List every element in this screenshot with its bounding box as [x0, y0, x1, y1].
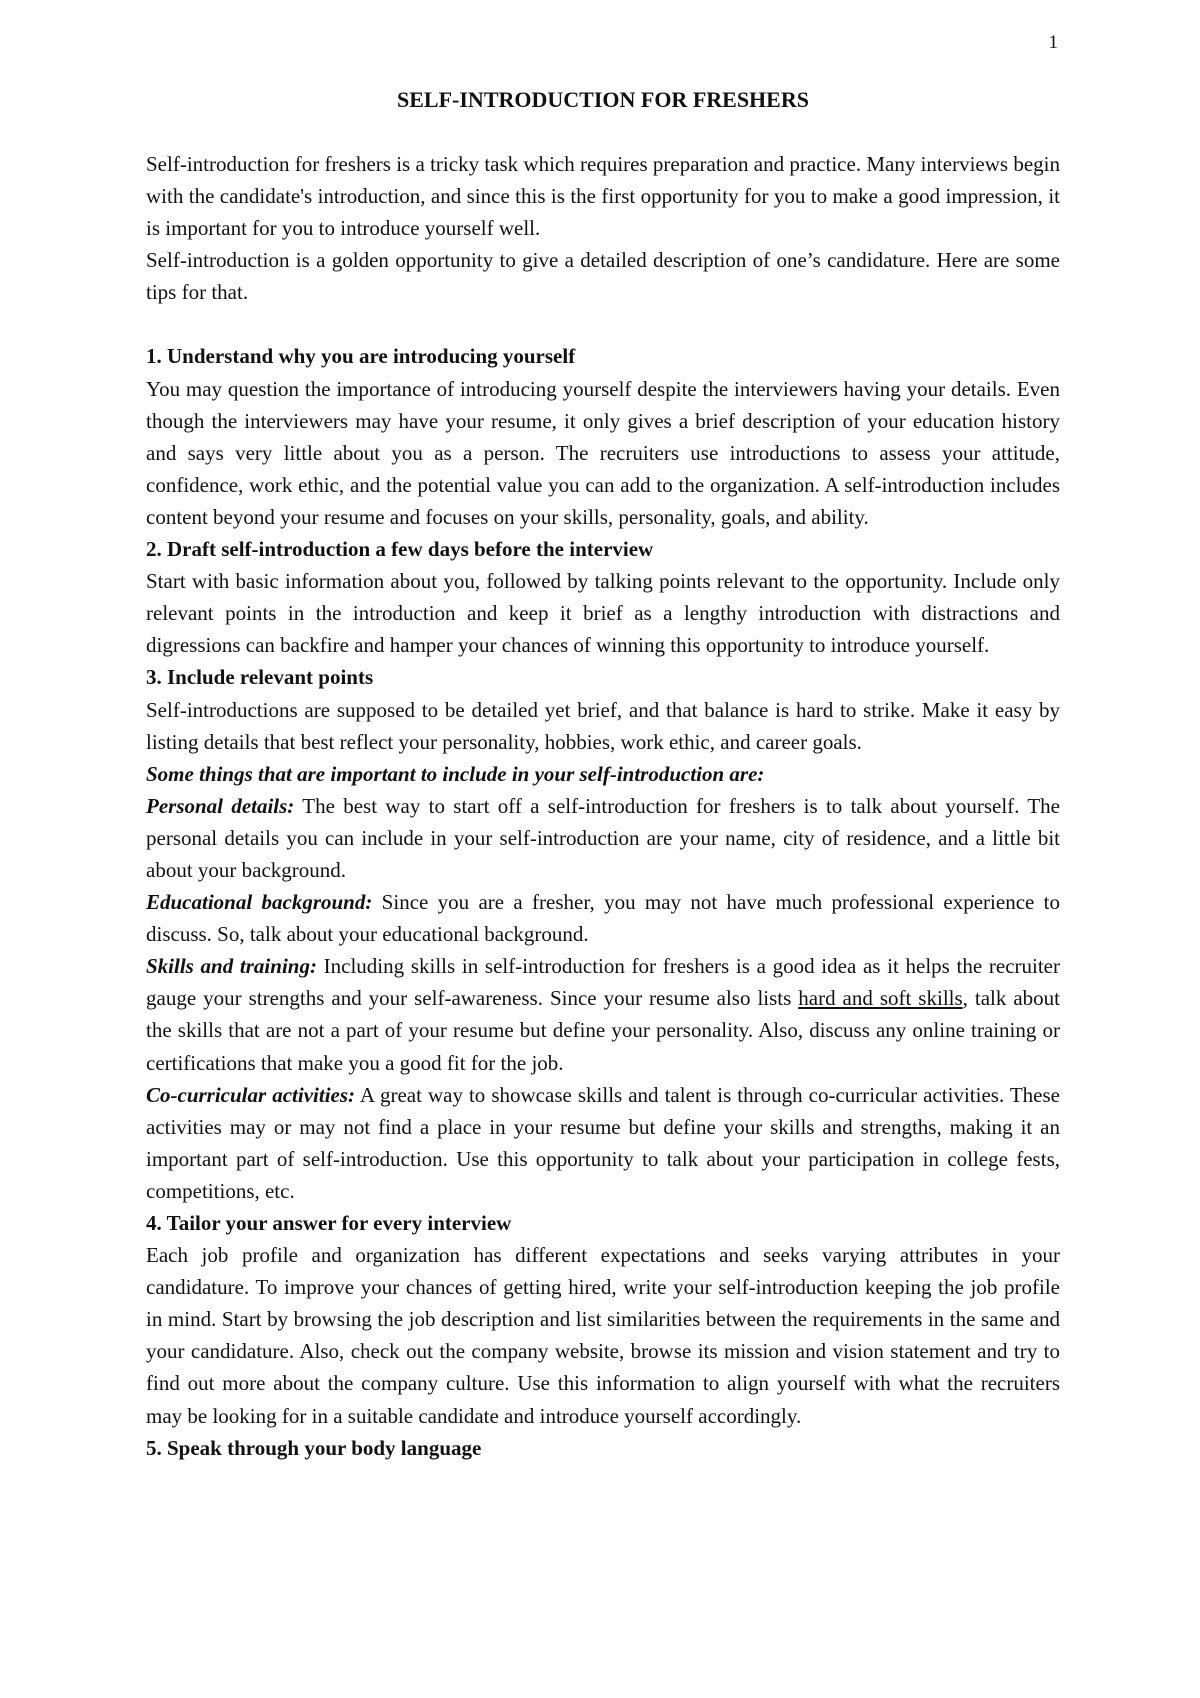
list-item-text: Including skills in self-introduction for freshers is a good idea as it helps the recruiter gauge your strengths and your self-awareness. Since your resume also lists [146, 954, 1060, 1011]
page-number: 1 [1048, 32, 1058, 53]
list-item-text: , talk about the skills that are not a part of your resume but define your personality. Also, discuss any online training or certifications that make you a good fit for the job. [146, 986, 1061, 1075]
paragraph-spacer [146, 308, 1060, 340]
list-item-personal-details [146, 790, 1060, 886]
list-item-text: Since you are a fresher, you may not have much professional experience to discuss. So, talk about your educational background. [146, 890, 1060, 947]
intro-paragraph-1: Self-introduction for freshers is a tricky task which requires preparation and practice. Many interviews begin with the candidate's introduction, and since this is the first opportunity for you to make a good impression, it is important for you to introduce yourself well. [146, 152, 1060, 241]
section-body-2: Start with basic information about you, followed by talking points relevant to the opportunity. Include only relevant points in the introduction and keep it brief as a lengthy introduction with distractions and digressions can backfire and hamper your chances of winning this opportunity to introduce yourself. [146, 569, 1060, 658]
list-item-label: Personal details: [146, 793, 295, 818]
list-item-label: Skills and training: [146, 954, 317, 979]
list-item-co-curricular-activities [146, 1079, 1060, 1207]
list-intro: Some things that are important to include in your self-introduction are: [146, 761, 765, 786]
list-item-label: Educational background: [146, 890, 373, 915]
list-item-text: The best way to start off a self-introduction for freshers is to talk about yourself. The personal details you can include in your self-introduction are your name, city of residence, and a little bit about your background. [146, 793, 1060, 882]
section-heading-4: 4. Tailor your answer for every interview [146, 1211, 512, 1235]
list-item-text: A great way to showcase skills and talent is through co-curricular activities. These activities may or may not find a place in your resume but define your skills and strengths, making it an important part of self-introduction. Use this opportunity to talk about your participation in college fests, competitions, etc. [146, 1082, 1060, 1203]
list-item-skills-and-training [146, 950, 1060, 1078]
section-heading-5: 5. Speak through your body language [146, 1435, 482, 1460]
intro-paragraph-2: Self-introduction is a golden opportunity to give a detailed description of one’s candidature. Here are some tips for that. [146, 248, 1060, 305]
document-title: SELF-INTRODUCTION FOR FRESHERS [397, 87, 809, 112]
list-item-label: Co-curricular activities: [146, 1082, 356, 1107]
list-item-educational-background [146, 886, 1060, 950]
section-body-4: Each job profile and organization has different expectations and seeks varying attributes in your candidature. To improve your chances of getting hired, write your self-introduction keeping the job profile in mind. Start by browsing the job description and list similarities between the requirements in the same and your candidature. Also, check out the company website, browse its mission and vision statement and try to find out more about the company culture. Use this information to align yourself with what the recruiters may be looking for in a suitable candidate and introduce yourself accordingly. [146, 1243, 1060, 1428]
section-body-1: You may question the importance of introducing yourself despite the interviewers having your details. Even though the interviewers may have your resume, it only gives a brief description of your education history and says very little about you as a person. The recruiters use introductions to assess your attitude, confidence, work ethic, and the potential value you can add to the organization. A self-introduction includes content beyond your resume and focuses on your skills, personality, goals, and ability. [146, 376, 1060, 529]
section-heading-2: 2. Draft self-introduction a few days before the interview [146, 537, 654, 562]
section-body-3: Self-introductions are supposed to be detailed yet brief, and that balance is hard to strike. Make it easy by listing details that best reflect your personality, hobbies, work ethic, and career goals. [146, 697, 1060, 754]
section-heading-3: 3. Include relevant points [146, 665, 374, 690]
section-heading-1: 1. Understand why you are introducing yourself [146, 344, 576, 369]
document-body [146, 84, 1060, 1464]
hard-and-soft-skills-link[interactable]: hard and soft skills [798, 986, 963, 1011]
